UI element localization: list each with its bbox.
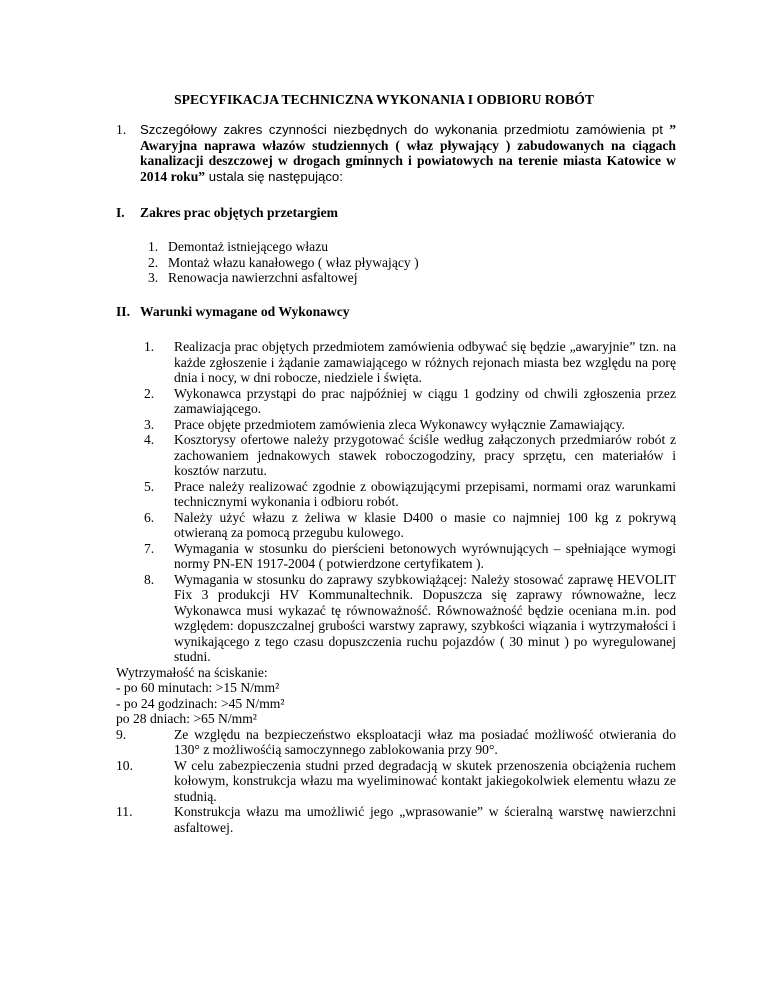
list-item-number: 5. — [144, 478, 155, 494]
list-item — [116, 541, 676, 572]
list-item-number: 9. — [116, 726, 127, 742]
section-2-title: Warunki wymagane od Wykonawcy — [140, 304, 350, 319]
section-1-list — [148, 239, 548, 286]
list-item-number: 11. — [116, 804, 133, 819]
document-title: SPECYFIKACJA TECHNICZNA WYKONANIA I ODBIORU ROBÓT — [174, 92, 594, 107]
intro-paragraph — [116, 122, 676, 184]
list-item-text: Kosztorysy ofertowe należy przygotować ściśle według załączonych przedmiarów robót z zachowaniem jednakowych stawek roboczogodziny, pracy sprzętu, cen materiałów i kosztów narzutu. — [174, 432, 676, 478]
list-item — [116, 417, 676, 433]
list-item — [116, 432, 676, 479]
list-item-number: 8. — [144, 571, 155, 587]
list-item — [116, 572, 676, 665]
list-item-text: Wymagania w stosunku do zaprawy szybkowiążącej: Należy stosować zaprawę HEVOLIT Fix 3 produkcji HV Kommunaltechnik. Dopuszcza się zaprawy równoważne, lecz Wykonawca musi wykazać tę równoważność. Równoważność będzie oceniana m.in. pod względem: dopuszczalnej grubości warstwy zaprawy, szybkości wiązania i wytrzymałości i wynikającego z tego czasu dopuszczenia ruchu pojazdów ( 30 minut ) po wyregulowanej studni. — [174, 571, 676, 664]
list-item-text: Demontaż istniejącego włazu — [168, 239, 329, 254]
list-item — [116, 758, 676, 805]
strength-line: - po 24 godzinach: >45 N/mm² — [116, 695, 285, 711]
section-2-list — [116, 339, 676, 835]
list-item-text: Prace należy realizować zgodnie z obowiązującymi przepisami, normami oraz warunkami technicznymi wykonania i odbioru robót. — [174, 478, 676, 509]
intro-tail: ustala się następująco: — [205, 168, 343, 184]
list-item — [148, 270, 548, 286]
list-item-text: Renowacja nawierzchni asfaltowej — [168, 270, 358, 285]
list-item — [116, 804, 676, 835]
list-item-number: 7. — [144, 540, 155, 556]
intro-number: 1. — [116, 122, 127, 137]
list-item — [116, 386, 676, 417]
list-item-text: Realizacja prac objętych przedmiotem zamówienia odbywać się będzie „awaryjnie” tzn. na każde zgłoszenie i żądanie zamawiającego w różnych rejonach miasta bez względu na porę dnia i nocy, w dni robocze, niedziele i święta. — [174, 339, 676, 385]
list-item-text: Ze względu na bezpieczeństwo eksploatacji właz ma posiadać możliwość otwierania do 130° z możliwośćią samoczynnego zablokowania przy 90°. — [174, 726, 676, 757]
list-item-number: 1. — [144, 339, 155, 354]
list-item-number: 1. — [148, 239, 159, 254]
list-item-text: Konstrukcja włazu ma umożliwić jego „wprasowanie” w ścieralną warstwę nawierzchni asfaltowej. — [174, 804, 676, 835]
list-item-number: 2. — [144, 385, 155, 401]
list-item-number: 3. — [148, 270, 159, 285]
strength-line: Wytrzymałość na ściskanie: — [116, 664, 268, 680]
intro-body — [140, 122, 676, 184]
list-item — [116, 479, 676, 510]
list-item-number: 2. — [148, 254, 159, 270]
strength-line: po 28 dniach: >65 N/mm² — [116, 711, 257, 726]
section-2-roman: II. — [116, 304, 130, 319]
list-item-number: 3. — [144, 416, 155, 432]
list-item-number: 10. — [116, 757, 133, 773]
list-item-text: Prace objęte przedmiotem zamówienia zleca Wykonawcy wyłącznie Zamawiający. — [174, 416, 625, 432]
strength-line: - po 60 minutach: >15 N/mm² — [116, 680, 280, 695]
list-item — [148, 239, 548, 255]
intro-lead: Szczegółowy zakres czynności niezbędnych do wykonania przedmiotu zamówienia pt — [140, 122, 663, 137]
section-1-title: Zakres prac objętych przetargiem — [140, 205, 338, 220]
list-item-text: Należy użyć włazu z żeliwa w klasie D400 o masie co najmniej 100 kg z pokrywą otwieraną za pomocą przegubu kulowego. — [174, 509, 676, 540]
list-item-text: Wykonawca przystąpi do prac najpóźniej w ciągu 1 godziny od chwili zgłoszenia przez zamawiającego. — [174, 385, 676, 416]
list-item-text: W celu zabezpieczenia studni przed degradacją w skutek przenoszenia obciążenia ruchem kołowym, konstrukcja włazu ma wyeliminować kontakt jakiegokolwiek elementu włazu ze studnią. — [174, 757, 676, 804]
list-item — [116, 339, 676, 386]
section-1-roman: I. — [116, 205, 125, 220]
list-item — [116, 510, 676, 541]
list-item-text: Wymagania w stosunku do pierścieni betonowych wyrównujących – spełniające wymogi normy PN-EN 1917-2004 ( potwierdzone certyfikatem ). — [174, 540, 676, 571]
list-item-number: 4. — [144, 432, 155, 447]
list-item-text: Montaż włazu kanałowego ( właz pływający ) — [168, 254, 419, 270]
list-item-number: 6. — [144, 509, 155, 525]
list-item — [116, 727, 676, 758]
intro-bold-title: ” Awaryjna naprawa włazów studziennych ( właz pływający ) zabudowanych na ciągach kanalizacji deszczowej w drogach gminnych i powiatowych na terenie miasta Katowice w 2014 roku” — [140, 122, 676, 184]
list-item — [148, 255, 548, 271]
